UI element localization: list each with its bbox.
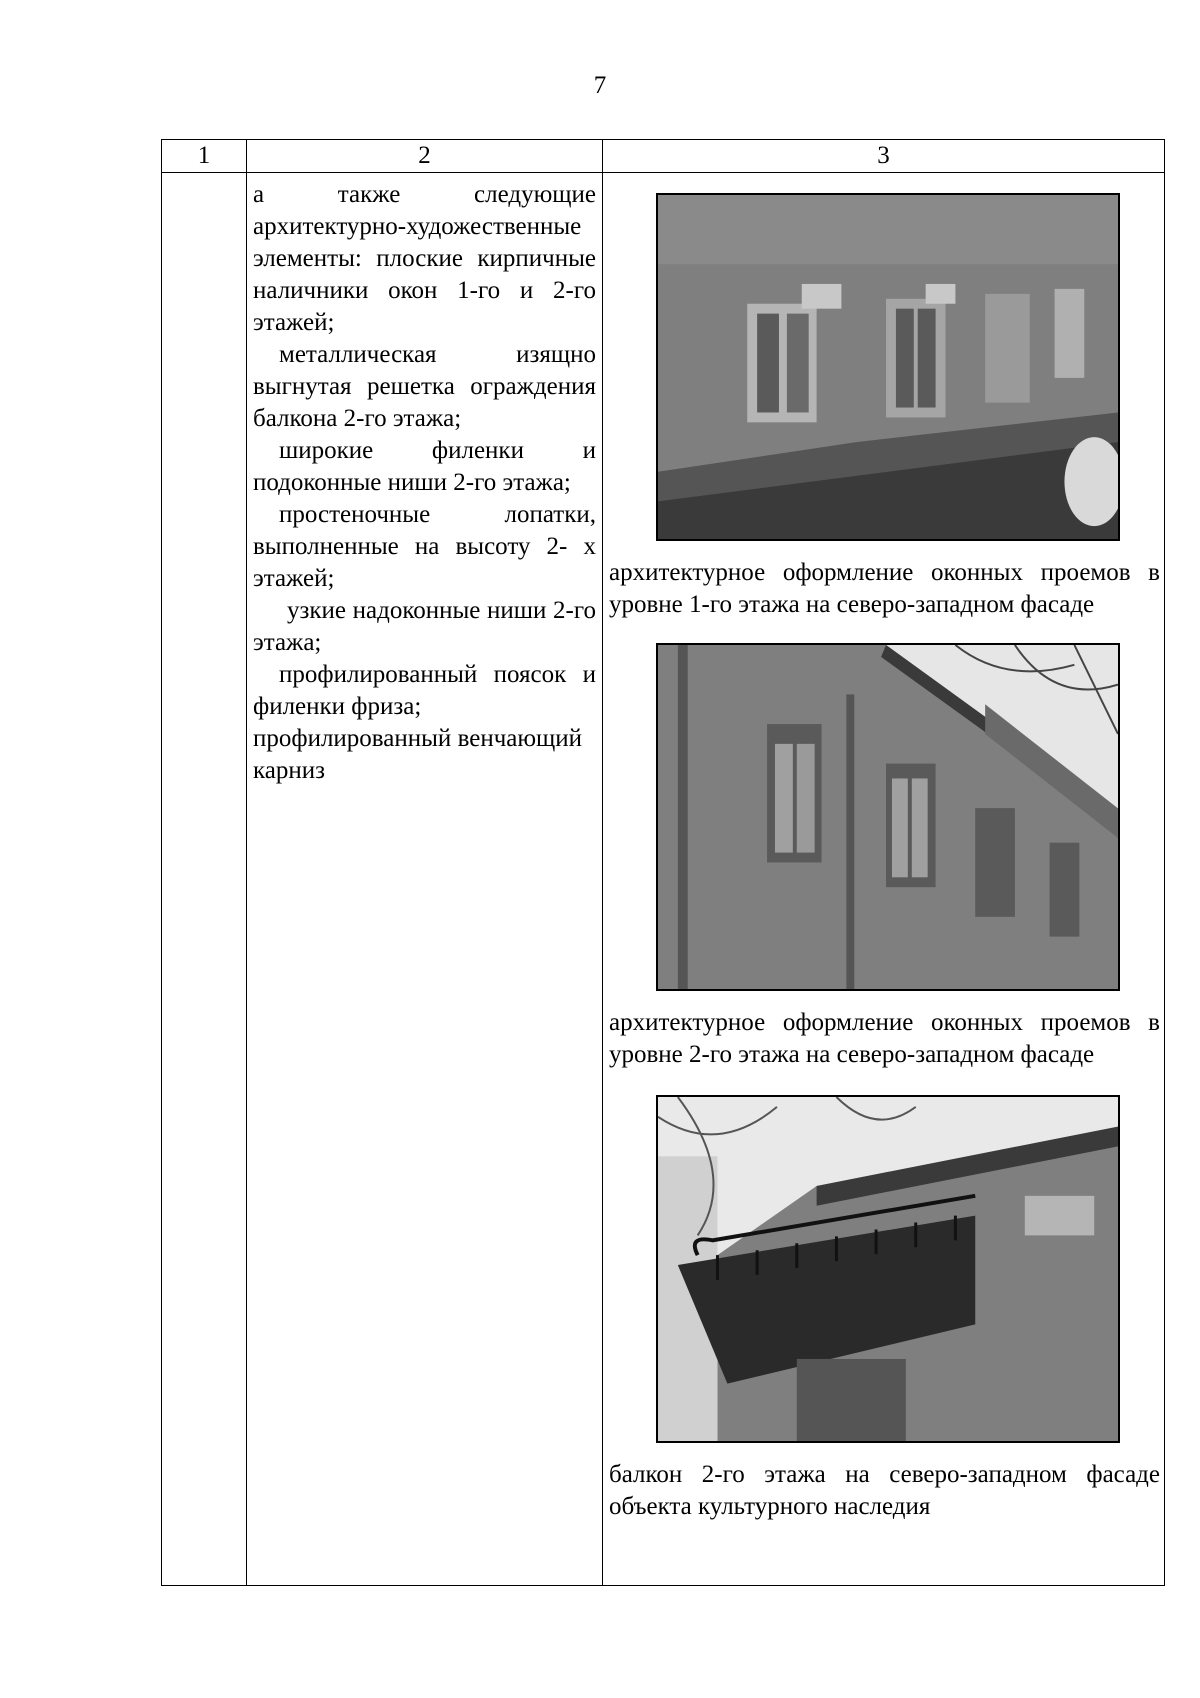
photo-caption: балкон 2-го этажа на северо-западном фасаде объекта культурного наследия xyxy=(609,1461,1160,1520)
facade-first-floor-photo xyxy=(656,193,1120,541)
header-col-1: 1 xyxy=(162,140,247,173)
description-paragraph: профилированный поясок и филенки фриза; xyxy=(253,661,596,720)
photo-caption: архитектурное оформление оконных проемов в уровне 1-го этажа на северо-западном фасаде xyxy=(609,559,1160,618)
balcony-photo xyxy=(656,1095,1120,1443)
description-paragraph: а также следующие архитектурно-художественные элементы: плоские кирпичные наличники окон 1-го и 2-го этажей; xyxy=(253,181,596,336)
table-header-row xyxy=(162,140,1165,173)
description-paragraph: металлическая изящно выгнутая решетка ограждения балкона 2-го этажа; xyxy=(253,341,596,432)
description-paragraph: узкие надоконные ниши 2-го этажа; xyxy=(253,597,596,656)
description-paragraph: профилированный венчающий карниз xyxy=(253,725,583,784)
photo-caption: архитектурное оформление оконных проемов в уровне 2-го этажа на северо-западном фасаде xyxy=(609,1009,1160,1068)
header-col-2: 2 xyxy=(247,140,603,173)
page-number: 7 xyxy=(593,72,607,99)
description-paragraph: простеночные лопатки, выполненные на высоту 2- х этажей; xyxy=(253,501,596,592)
heritage-table xyxy=(161,139,1165,1586)
elements-description-cell xyxy=(247,173,603,1586)
facade-second-floor-photo xyxy=(656,643,1120,991)
header-col-3: 3 xyxy=(603,140,1165,173)
photos-cell xyxy=(603,173,1165,1586)
table-row xyxy=(162,173,1165,1586)
row-number-cell xyxy=(162,173,247,1586)
description-paragraph: широкие филенки и подоконные ниши 2-го этажа; xyxy=(253,437,596,496)
